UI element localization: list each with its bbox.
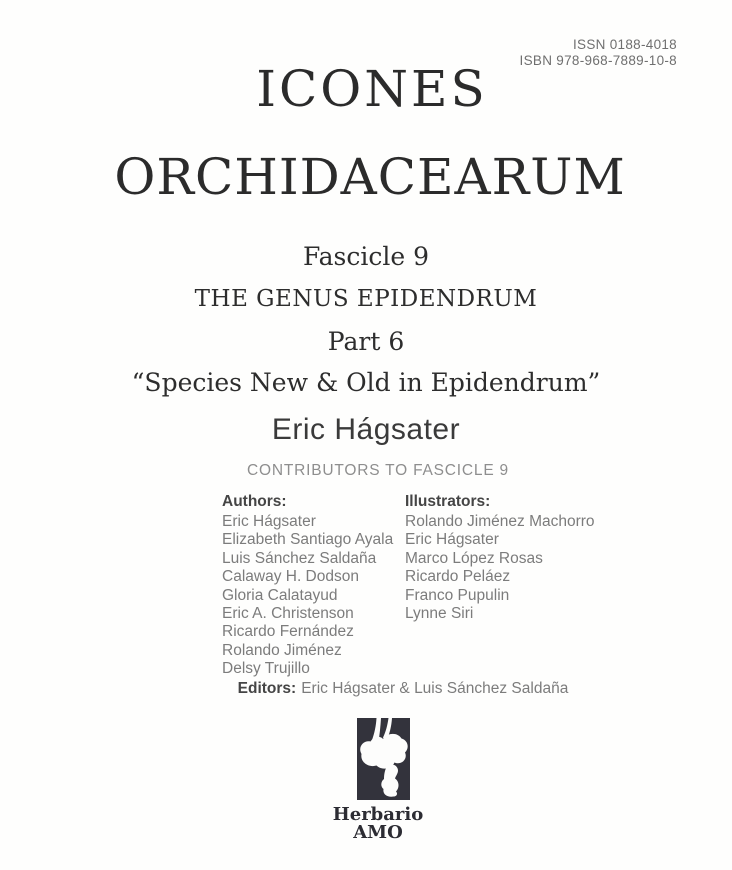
list-item: Elizabeth Santiago Ayala — [222, 531, 394, 549]
editors-label: Editors: — [237, 680, 297, 697]
publisher-name — [12, 806, 732, 842]
genus-title: THE GENUS EPIDENDRUM — [194, 286, 538, 312]
contributors-columns — [222, 493, 635, 679]
list-item: Gloria Calatayud — [222, 586, 338, 604]
contributors-heading: CONTRIBUTORS TO FASCICLE 9 — [247, 462, 509, 479]
publisher-line2: AMO — [353, 822, 403, 843]
publisher-line1: Herbario — [332, 804, 424, 825]
volume-subtitle: “Species New & Old in Epidendrum” — [131, 368, 601, 397]
authors-label: Authors: — [222, 493, 287, 510]
list-item: Rolando Jiménez Machorro — [405, 513, 595, 530]
list-item: Eric Hágsater — [405, 531, 499, 549]
list-item: Rolando Jiménez — [222, 641, 342, 659]
list-item: Ricardo Fernández — [222, 623, 354, 641]
editors-line — [37, 680, 732, 698]
part-number: Part 6 — [327, 327, 405, 356]
author-name: Eric Hágsater — [271, 413, 461, 446]
list-item: Delsy Trujillo — [222, 660, 310, 678]
list-item: Calaway H. Dodson — [222, 568, 359, 586]
orchid-logo-graphic — [357, 718, 410, 800]
list-item: Franco Pupulin — [405, 586, 510, 604]
authors-column — [222, 493, 405, 679]
authors-name-list — [222, 513, 405, 679]
illustrators-column — [405, 493, 635, 679]
herbario-amo-orchid-logo — [357, 718, 410, 800]
issn-number: ISSN 0188-4018 — [572, 37, 677, 52]
fascicle-number: Fascicle 9 — [302, 242, 430, 271]
series-title-line2: ORCHIDACEARUM — [114, 148, 626, 206]
isbn-number: ISBN 978-968-7889-10-8 — [519, 52, 677, 68]
illustrators-name-list — [405, 513, 635, 623]
list-item: Eric Hágsater — [222, 513, 316, 530]
list-item: Ricardo Peláez — [405, 568, 511, 586]
list-item: Luis Sánchez Saldaña — [222, 549, 377, 567]
illustrators-label: Illustrators: — [405, 493, 491, 510]
list-item: Marco López Rosas — [405, 549, 543, 567]
editors-names: Eric Hágsater & Luis Sánchez Saldaña — [301, 680, 569, 697]
list-item: Lynne Siri — [405, 605, 474, 623]
series-title-line1: ICONES — [256, 60, 488, 118]
list-item: Eric A. Christenson — [222, 605, 354, 623]
